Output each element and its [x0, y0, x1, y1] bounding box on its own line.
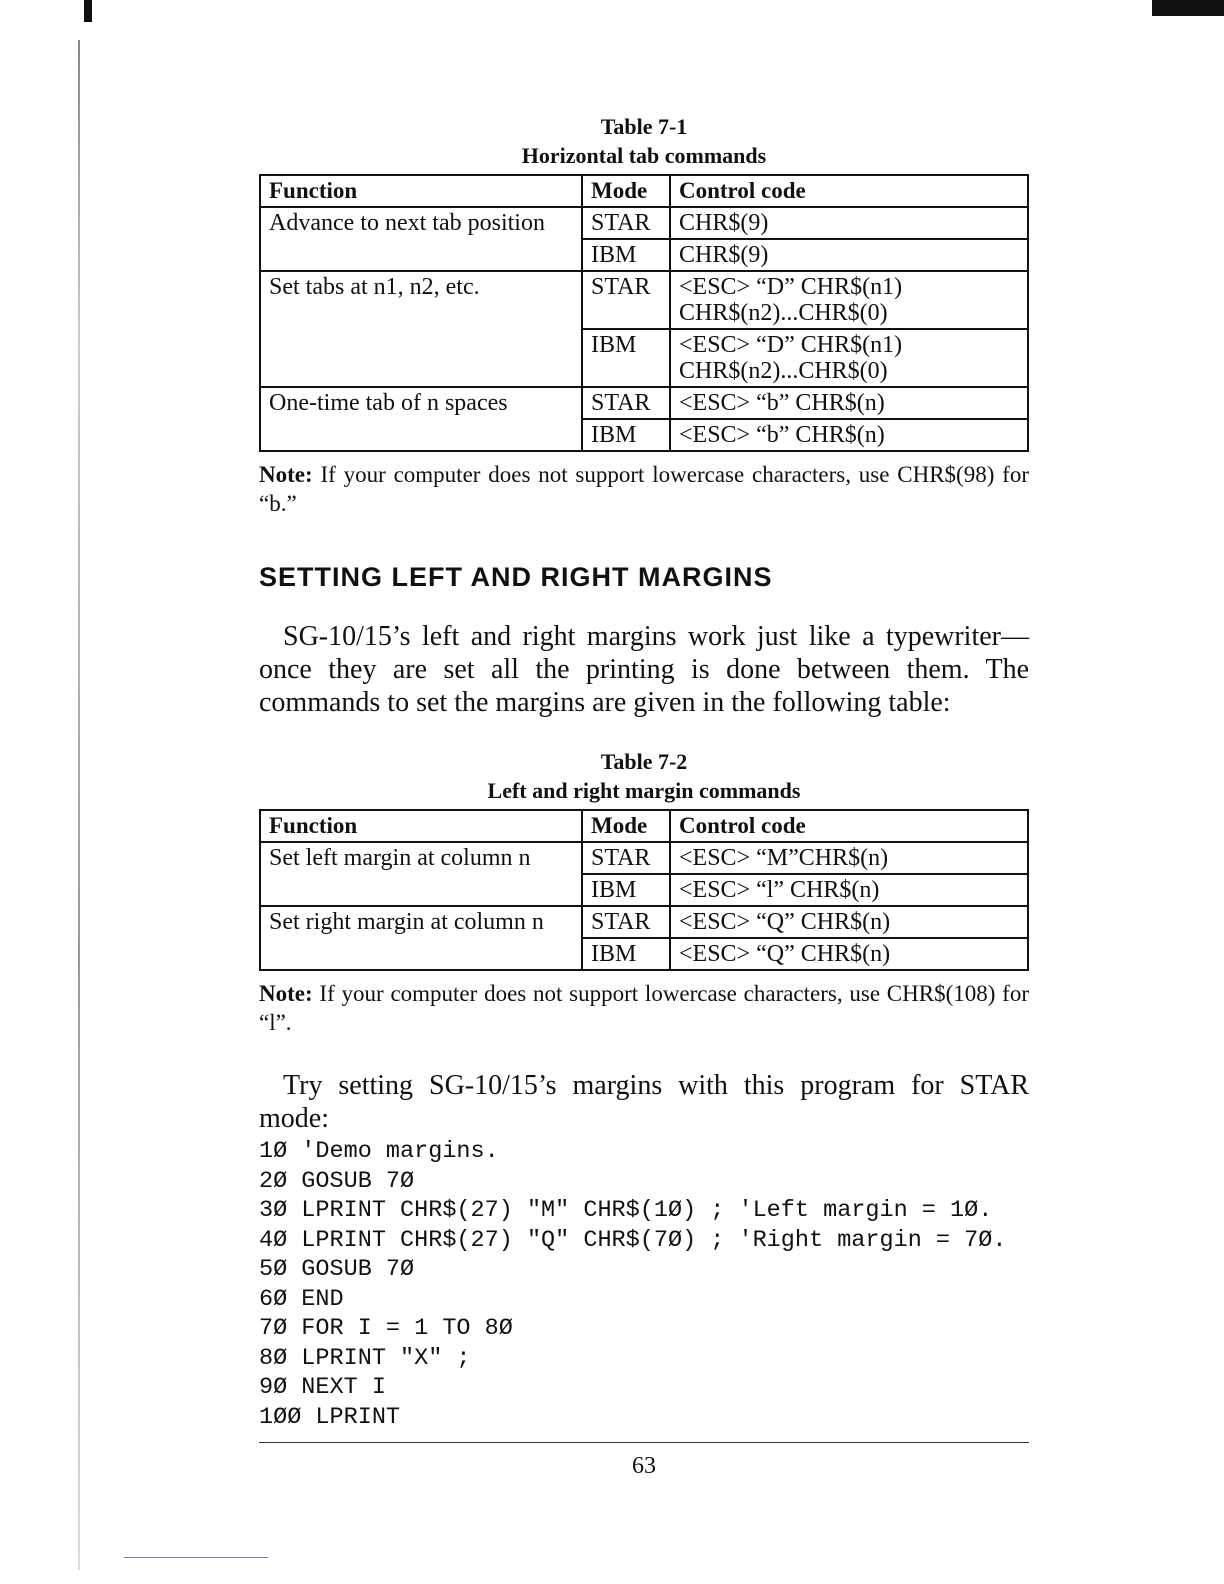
table1 [259, 174, 1029, 452]
mode-cell: STAR [582, 842, 670, 874]
mode-cell: IBM [582, 329, 670, 387]
control-code-cell: <ESC> “l” CHR$(n) [670, 874, 1028, 906]
table2-header: Function [260, 810, 582, 842]
code-line: 3Ø LPRINT CHR$(27) "M" CHR$(1Ø) ; 'Left margin = 1Ø. [259, 1197, 993, 1224]
table2-title: Left and right margin commands [487, 778, 801, 803]
table-row [260, 271, 1028, 329]
code-line: 8Ø LPRINT "X" ; [259, 1344, 471, 1372]
section-heading: SETTING LEFT AND RIGHT MARGINS [259, 562, 773, 592]
section-paragraph: SG-10/15’s left and right margins work just like a typewriter—once they are set all the printing is done between them. The commands to set the margins are given in the following table: [259, 621, 1029, 718]
mode-cell: IBM [582, 239, 670, 271]
control-code-cell: <ESC> “b” CHR$(n) [670, 419, 1028, 451]
table-row [260, 906, 1028, 938]
function-cell: Set tabs at n1, n2, etc. [260, 271, 582, 387]
code-line: 2Ø GOSUB 7Ø [259, 1167, 415, 1195]
control-code-cell: <ESC> “Q” CHR$(n) [670, 906, 1028, 938]
table2-header-row [260, 810, 1028, 842]
mode-cell: IBM [582, 874, 670, 906]
page-content [259, 112, 1029, 1480]
scan-mark-right [1152, 0, 1224, 16]
table1-label: Table 7-1 [600, 114, 688, 139]
table1-header-row [260, 175, 1028, 207]
table1-caption [259, 112, 1029, 170]
program-intro: Try setting SG-10/15’s margins with this program for STAR mode: [259, 1070, 1029, 1134]
mode-cell: IBM [582, 938, 670, 970]
page-number: 63 [632, 1453, 656, 1479]
table1-header: Function [260, 175, 582, 207]
table-row [260, 207, 1028, 239]
table2-header: Control code [670, 810, 1028, 842]
control-code-cell: <ESC> “Q” CHR$(n) [670, 938, 1028, 970]
table2 [259, 809, 1029, 971]
note-text: If your computer does not support lowercase characters, use CHR$(98) for “b.” [259, 462, 1030, 516]
table-row [260, 842, 1028, 874]
control-code-cell: CHR$(9) [670, 239, 1028, 271]
code-line: 5Ø GOSUB 7Ø [259, 1256, 415, 1283]
note-text: If your computer does not support lowercase characters, use CHR$(108) for “l”. [259, 981, 1030, 1035]
table1-header: Control code [670, 175, 1028, 207]
scan-mark-left [84, 0, 92, 22]
note-label: Note: [259, 462, 313, 487]
table2-label: Table 7-2 [600, 749, 688, 774]
mode-cell: STAR [582, 387, 670, 419]
table1-header: Mode [582, 175, 670, 207]
program-listing [259, 1137, 1029, 1432]
table2-header: Mode [582, 810, 670, 842]
code-line: 9Ø NEXT I [259, 1374, 386, 1401]
mode-cell: IBM [582, 419, 670, 451]
scan-edge [78, 40, 80, 1570]
mode-cell: STAR [582, 207, 670, 239]
note-label: Note: [259, 981, 313, 1006]
mode-cell: STAR [582, 906, 670, 938]
table-row [260, 387, 1028, 419]
code-line: 1ØØ LPRINT [259, 1403, 401, 1431]
function-cell: One-time tab of n spaces [260, 387, 582, 451]
table2-caption [259, 747, 1029, 805]
control-code-cell: CHR$(9) [670, 207, 1028, 239]
function-cell: Set left margin at column n [260, 842, 582, 906]
code-line: 6Ø END [259, 1285, 344, 1313]
footer-link-line [124, 1557, 268, 1558]
table1-note [259, 460, 1029, 518]
control-code-cell: <ESC> “b” CHR$(n) [670, 387, 1028, 419]
code-line: 4Ø LPRINT CHR$(27) "Q" CHR$(7Ø) ; 'Right margin = 7Ø. [259, 1226, 1007, 1254]
table1-title: Horizontal tab commands [521, 143, 767, 168]
code-line: 1Ø 'Demo margins. [259, 1138, 499, 1165]
control-code-cell: <ESC> “D” CHR$(n1) CHR$(n2)...CHR$(0) [670, 329, 1028, 387]
control-code-cell: <ESC> “M”CHR$(n) [670, 842, 1028, 874]
table2-note [259, 979, 1029, 1037]
function-cell: Advance to next tab position [260, 207, 582, 271]
control-code-cell: <ESC> “D” CHR$(n1) CHR$(n2)...CHR$(0) [670, 271, 1028, 329]
mode-cell: STAR [582, 271, 670, 329]
code-line: 7Ø FOR I = 1 TO 8Ø [259, 1315, 513, 1342]
footer-rule [259, 1442, 1029, 1443]
function-cell: Set right margin at column n [260, 906, 582, 970]
